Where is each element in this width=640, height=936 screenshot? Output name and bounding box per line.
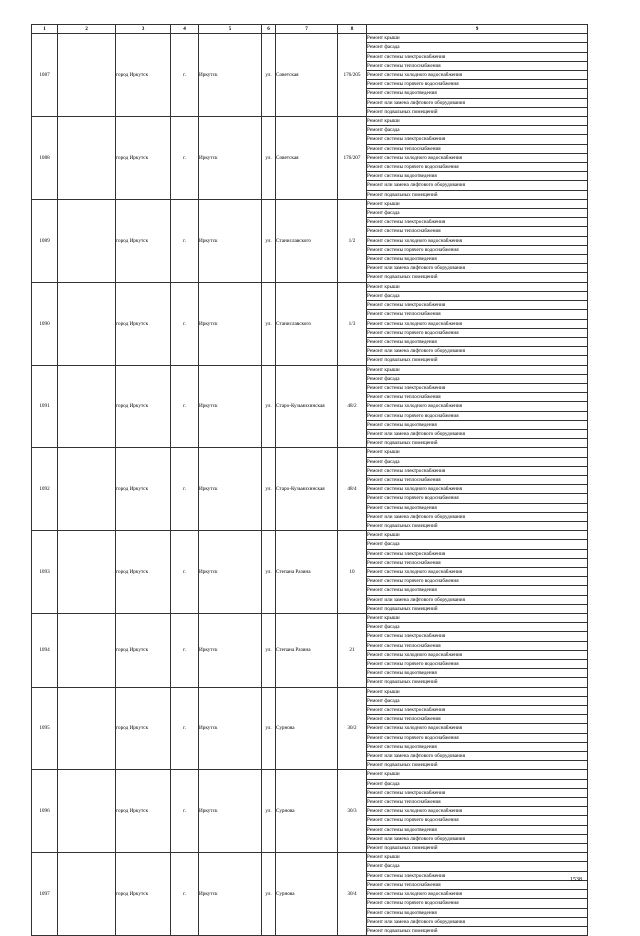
record-number: 1091 <box>32 365 58 448</box>
record-number: 1090 <box>32 282 58 365</box>
header-cell: 2 <box>58 25 116 34</box>
street-type: ул. <box>262 614 276 688</box>
municipality: город Иркутск <box>116 687 171 770</box>
work-type: Ремонт или замена лифтового оборудования <box>367 917 588 926</box>
street-name: Степана Разина <box>276 531 338 614</box>
header-row <box>32 25 588 34</box>
blank-cell <box>58 448 116 531</box>
work-type: Ремонт системы электроснабжения <box>367 706 588 715</box>
work-type: Ремонт системы горячего водоснабжения <box>367 577 588 586</box>
house-number: 176/205 <box>338 34 367 117</box>
street-type: ул. <box>262 687 276 770</box>
work-type: Ремонт крыши <box>367 770 588 779</box>
work-type: Ремонт системы электроснабжения <box>367 466 588 475</box>
work-type: Ремонт или замена лифтового оборудования <box>367 752 588 761</box>
work-type: Ремонт системы горячего водоснабжения <box>367 245 588 254</box>
work-type: Ремонт системы холодного водоснабжения <box>367 153 588 162</box>
blank-cell <box>58 853 116 936</box>
street-type: ул. <box>262 282 276 365</box>
work-type: Ремонт крыши <box>367 531 588 540</box>
record-number: 1093 <box>32 531 58 614</box>
work-type: Ремонт системы горячего водоснабжения <box>367 80 588 89</box>
work-type: Ремонт системы водоотведения <box>367 908 588 917</box>
work-type: Ремонт подвальных помещений <box>367 926 588 935</box>
work-type: Ремонт подвальных помещений <box>367 356 588 365</box>
street-name: Степана Разина <box>276 614 338 688</box>
locality: Иркутск <box>199 365 262 448</box>
work-type: Ремонт или замена лифтового оборудования <box>367 264 588 273</box>
street-name: Советская <box>276 34 338 117</box>
municipality: город Иркутск <box>116 531 171 614</box>
header-cell: 9 <box>367 25 588 34</box>
work-type: Ремонт крыши <box>367 614 588 623</box>
work-type: Ремонт фасада <box>367 862 588 871</box>
work-type: Ремонт системы горячего водоснабжения <box>367 733 588 742</box>
work-type: Ремонт фасада <box>367 291 588 300</box>
work-type: Ремонт системы горячего водоснабжения <box>367 660 588 669</box>
header-cell: 5 <box>199 25 262 34</box>
work-type: Ремонт системы теплоснабжения <box>367 558 588 567</box>
work-type: Ремонт фасада <box>367 126 588 135</box>
work-type: Ремонт или замена лифтового оборудования <box>367 98 588 107</box>
work-type: Ремонт системы водоотведения <box>367 825 588 834</box>
record-number: 1089 <box>32 199 58 282</box>
work-type: Ремонт системы водоотведения <box>367 586 588 595</box>
locality: Иркутск <box>199 282 262 365</box>
street-name: Старо-Кузьмихинская <box>276 365 338 448</box>
register-table <box>31 24 588 936</box>
work-type: Ремонт системы теплоснабжения <box>367 641 588 650</box>
settlement-type: г. <box>171 614 199 688</box>
blank-cell <box>58 365 116 448</box>
house-number: 21 <box>338 614 367 688</box>
work-type: Ремонт крыши <box>367 448 588 457</box>
house-number: 30/2 <box>338 687 367 770</box>
work-type: Ремонт системы теплоснабжения <box>367 475 588 484</box>
settlement-type: г. <box>171 365 199 448</box>
work-type: Ремонт крыши <box>367 365 588 374</box>
work-type: Ремонт системы холодного водоснабжения <box>367 71 588 80</box>
work-type: Ремонт системы электроснабжения <box>367 52 588 61</box>
municipality: город Иркутск <box>116 770 171 853</box>
locality: Иркутск <box>199 770 262 853</box>
record-number: 1087 <box>32 34 58 117</box>
work-type: Ремонт системы теплоснабжения <box>367 798 588 807</box>
blank-cell <box>58 282 116 365</box>
work-type: Ремонт системы теплоснабжения <box>367 227 588 236</box>
municipality: город Иркутск <box>116 365 171 448</box>
work-type: Ремонт системы электроснабжения <box>367 383 588 392</box>
work-type: Ремонт системы холодного водоснабжения <box>367 567 588 576</box>
street-type: ул. <box>262 199 276 282</box>
work-type: Ремонт системы теплоснабжения <box>367 880 588 889</box>
work-type: Ремонт фасада <box>367 540 588 549</box>
work-type: Ремонт крыши <box>367 853 588 862</box>
work-type: Ремонт крыши <box>367 199 588 208</box>
table-row <box>32 853 588 862</box>
work-type: Ремонт системы электроснабжения <box>367 788 588 797</box>
work-type: Ремонт фасада <box>367 374 588 383</box>
work-type: Ремонт системы горячего водоснабжения <box>367 899 588 908</box>
work-type: Ремонт фасада <box>367 623 588 632</box>
work-type: Ремонт системы холодного водоснабжения <box>367 319 588 328</box>
municipality: город Иркутск <box>116 199 171 282</box>
table-row <box>32 199 588 208</box>
locality: Иркутск <box>199 199 262 282</box>
street-name: Станиславского <box>276 199 338 282</box>
table-row <box>32 687 588 696</box>
settlement-type: г. <box>171 770 199 853</box>
blank-cell <box>58 531 116 614</box>
work-type: Ремонт системы электроснабжения <box>367 549 588 558</box>
work-type: Ремонт системы холодного водоснабжения <box>367 650 588 659</box>
table-row <box>32 34 588 43</box>
work-type: Ремонт системы горячего водоснабжения <box>367 163 588 172</box>
street-name: Старо-Кузьмихинская <box>276 448 338 531</box>
work-type: Ремонт или замена лифтового оборудования <box>367 347 588 356</box>
work-type: Ремонт или замена лифтового оборудования <box>367 429 588 438</box>
municipality: город Иркутск <box>116 117 171 200</box>
work-type: Ремонт системы теплоснабжения <box>367 144 588 153</box>
street-type: ул. <box>262 770 276 853</box>
work-type: Ремонт фасада <box>367 779 588 788</box>
street-name: Сурнова <box>276 770 338 853</box>
table-row <box>32 770 588 779</box>
table-row <box>32 448 588 457</box>
record-number: 1096 <box>32 770 58 853</box>
header-cell: 1 <box>32 25 58 34</box>
work-type: Ремонт системы электроснабжения <box>367 871 588 880</box>
work-type: Ремонт фасада <box>367 457 588 466</box>
settlement-type: г. <box>171 853 199 936</box>
work-type: Ремонт системы холодного водоснабжения <box>367 807 588 816</box>
blank-cell <box>58 614 116 688</box>
settlement-type: г. <box>171 448 199 531</box>
work-type: Ремонт системы водоотведения <box>367 255 588 264</box>
header-cell: 8 <box>338 25 367 34</box>
work-type: Ремонт подвальных помещений <box>367 107 588 116</box>
work-type: Ремонт или замена лифтового оборудования <box>367 181 588 190</box>
street-type: ул. <box>262 853 276 936</box>
work-type: Ремонт подвальных помещений <box>367 678 588 687</box>
blank-cell <box>58 770 116 853</box>
work-type: Ремонт подвальных помещений <box>367 844 588 853</box>
settlement-type: г. <box>171 687 199 770</box>
locality: Иркутск <box>199 531 262 614</box>
locality: Иркутск <box>199 853 262 936</box>
work-type: Ремонт системы электроснабжения <box>367 632 588 641</box>
work-type: Ремонт системы водоотведения <box>367 172 588 181</box>
header-cell: 3 <box>116 25 171 34</box>
work-type: Ремонт системы холодного водоснабжения <box>367 236 588 245</box>
work-type: Ремонт подвальных помещений <box>367 439 588 448</box>
street-type: ул. <box>262 365 276 448</box>
work-type: Ремонт или замена лифтового оборудования <box>367 512 588 521</box>
work-type: Ремонт крыши <box>367 687 588 696</box>
locality: Иркутск <box>199 448 262 531</box>
work-type: Ремонт системы холодного водоснабжения <box>367 890 588 899</box>
work-type: Ремонт системы водоотведения <box>367 420 588 429</box>
work-type: Ремонт крыши <box>367 117 588 126</box>
table-row <box>32 282 588 291</box>
work-type: Ремонт системы холодного водоснабжения <box>367 485 588 494</box>
record-number: 1095 <box>32 687 58 770</box>
work-type: Ремонт подвальных помещений <box>367 190 588 199</box>
street-type: ул. <box>262 448 276 531</box>
settlement-type: г. <box>171 199 199 282</box>
work-type: Ремонт системы водоотведения <box>367 89 588 98</box>
work-type: Ремонт системы водоотведения <box>367 337 588 346</box>
work-type: Ремонт системы водоотведения <box>367 742 588 751</box>
locality: Иркутск <box>199 687 262 770</box>
table-body <box>32 34 588 936</box>
blank-cell <box>58 199 116 282</box>
work-type: Ремонт системы электроснабжения <box>367 135 588 144</box>
page-number: 1538 <box>570 877 582 883</box>
work-type: Ремонт фасада <box>367 43 588 52</box>
locality: Иркутск <box>199 117 262 200</box>
work-type: Ремонт подвальных помещений <box>367 273 588 282</box>
work-type: Ремонт фасада <box>367 696 588 705</box>
work-type: Ремонт или замена лифтового оборудования <box>367 595 588 604</box>
table-row <box>32 117 588 126</box>
street-name: Сурнова <box>276 853 338 936</box>
blank-cell <box>58 117 116 200</box>
municipality: город Иркутск <box>116 282 171 365</box>
settlement-type: г. <box>171 282 199 365</box>
work-type: Ремонт системы водоотведения <box>367 669 588 678</box>
municipality: город Иркутск <box>116 448 171 531</box>
header-cell: 6 <box>262 25 276 34</box>
street-name: Станиславского <box>276 282 338 365</box>
blank-cell <box>58 34 116 117</box>
table-row <box>32 531 588 540</box>
work-type: Ремонт системы холодного водоснабжения <box>367 402 588 411</box>
street-type: ул. <box>262 34 276 117</box>
work-type: Ремонт системы электроснабжения <box>367 218 588 227</box>
locality: Иркутск <box>199 614 262 688</box>
house-number: 30/3 <box>338 770 367 853</box>
house-number: 48/4 <box>338 448 367 531</box>
settlement-type: г. <box>171 531 199 614</box>
street-type: ул. <box>262 117 276 200</box>
work-type: Ремонт системы теплоснабжения <box>367 61 588 70</box>
record-number: 1092 <box>32 448 58 531</box>
work-type: Ремонт подвальных помещений <box>367 521 588 530</box>
header-cell: 4 <box>171 25 199 34</box>
street-name: Советская <box>276 117 338 200</box>
house-number: 10 <box>338 531 367 614</box>
work-type: Ремонт системы горячего водоснабжения <box>367 494 588 503</box>
municipality: город Иркутск <box>116 34 171 117</box>
work-type: Ремонт системы холодного водоснабжения <box>367 724 588 733</box>
street-type: ул. <box>262 531 276 614</box>
record-number: 1097 <box>32 853 58 936</box>
house-number: 48/2 <box>338 365 367 448</box>
work-type: Ремонт подвальных помещений <box>367 761 588 770</box>
table-row <box>32 614 588 623</box>
work-type: Ремонт системы теплоснабжения <box>367 393 588 402</box>
work-type: Ремонт фасада <box>367 209 588 218</box>
work-type: Ремонт системы горячего водоснабжения <box>367 816 588 825</box>
settlement-type: г. <box>171 117 199 200</box>
work-type: Ремонт системы электроснабжения <box>367 301 588 310</box>
municipality: город Иркутск <box>116 614 171 688</box>
house-number: 1/3 <box>338 282 367 365</box>
work-type: Ремонт системы водоотведения <box>367 503 588 512</box>
street-name: Сурнова <box>276 687 338 770</box>
work-type: Ремонт крыши <box>367 34 588 43</box>
work-type: Ремонт крыши <box>367 282 588 291</box>
blank-cell <box>58 687 116 770</box>
header-cell: 7 <box>276 25 338 34</box>
work-type: Ремонт системы теплоснабжения <box>367 310 588 319</box>
record-number: 1094 <box>32 614 58 688</box>
house-number: 176/207 <box>338 117 367 200</box>
record-number: 1088 <box>32 117 58 200</box>
work-type: Ремонт системы горячего водоснабжения <box>367 328 588 337</box>
house-number: 30/4 <box>338 853 367 936</box>
locality: Иркутск <box>199 34 262 117</box>
work-type: Ремонт системы теплоснабжения <box>367 715 588 724</box>
work-type: Ремонт или замена лифтового оборудования <box>367 834 588 843</box>
work-type: Ремонт подвальных помещений <box>367 604 588 613</box>
house-number: 1/2 <box>338 199 367 282</box>
table-row <box>32 365 588 374</box>
municipality: город Иркутск <box>116 853 171 936</box>
work-type: Ремонт системы горячего водоснабжения <box>367 411 588 420</box>
settlement-type: г. <box>171 34 199 117</box>
